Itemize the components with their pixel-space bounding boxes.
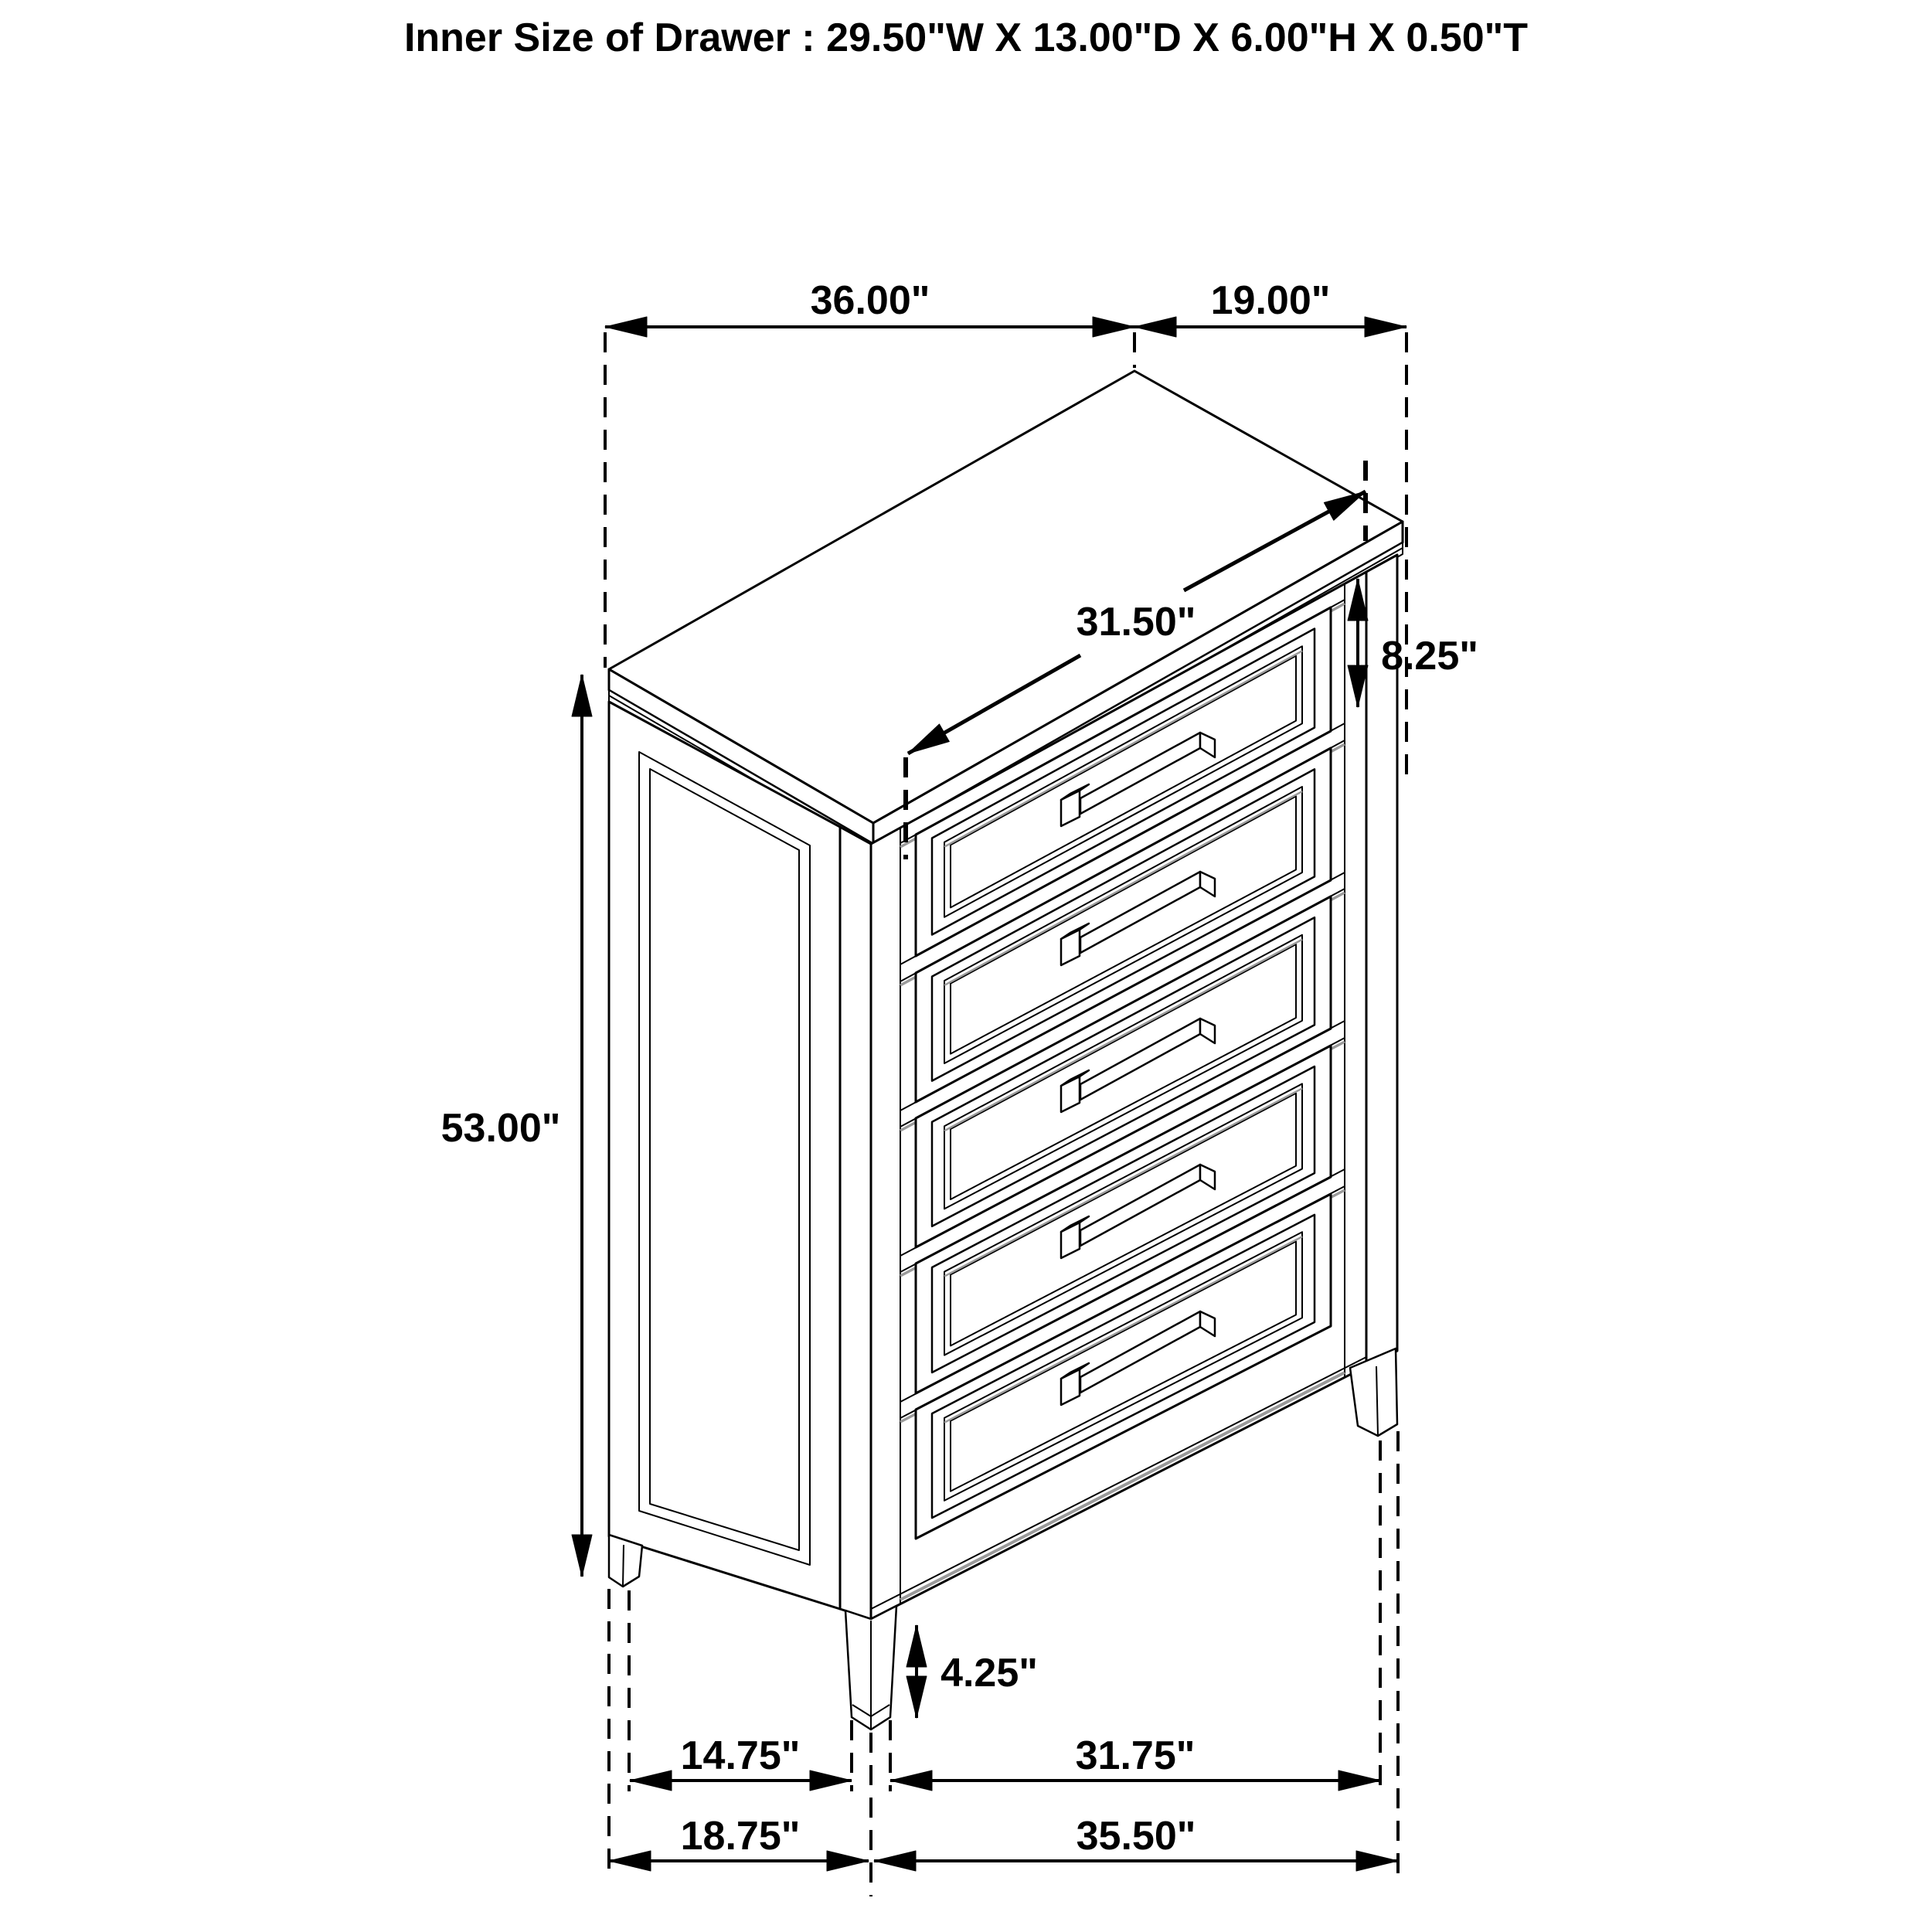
label-leg-height: 4.25" xyxy=(940,1651,1038,1696)
label-drawer-height: 8.25" xyxy=(1381,634,1478,679)
side-panel xyxy=(609,702,840,1609)
page-title: Inner Size of Drawer : 29.50"W X 13.00"D X 6.00"H X 0.50"T xyxy=(403,15,1529,60)
label-top-inner-width: 31.50" xyxy=(1076,600,1196,645)
label-base-front-overall: 35.50" xyxy=(1076,1814,1196,1859)
corner-post xyxy=(840,827,871,1619)
label-base-side-overall: 18.75" xyxy=(680,1814,801,1859)
chest-drawing xyxy=(609,371,1403,1730)
label-overall-height: 53.00" xyxy=(440,1106,561,1151)
label-base-side-inner: 14.75" xyxy=(680,1733,801,1778)
label-base-front-inner: 31.75" xyxy=(1075,1733,1196,1778)
label-top-depth: 19.00" xyxy=(1210,278,1331,323)
label-top-width: 36.00" xyxy=(810,278,930,323)
